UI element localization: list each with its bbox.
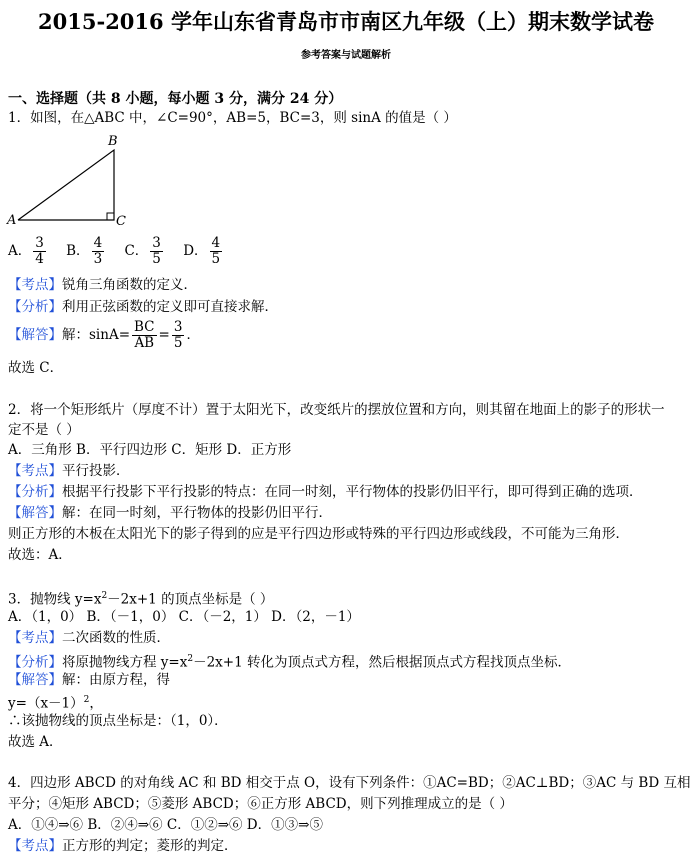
q2-stem-line2: 定不是（ ） [8, 422, 80, 438]
q2-kaodian: 【考点】平行投影． [8, 463, 130, 479]
q4-options: A．①④⇒⑥ B．②④⇒⑥ C．①②⇒⑥ D．①③⇒⑤ [8, 817, 323, 833]
q2-stem-line1: 2．将一个矩形纸片（厚度不计）置于太阳光下，改变纸片的摆放位置和方向，则其留在地面上的影子的形状一 [8, 402, 665, 418]
q2-jieda: 【解答】解：在同一时刻，平行物体的投影仍旧平行． [8, 505, 332, 521]
q1-option-c: C． $\frac{3}{5}$ [124, 235, 161, 267]
q3-fenxi: 【分析】将原抛物线方程 $y=x^2-2x+1$ 转化为顶点式方程，然后根据顶点式方程找顶点坐标． [8, 654, 571, 671]
q2-extra: 则正方形的木板在太阳光下的影子得到的应是平行四边形或特殊的平行四边形或线段，不可能为三角形． [8, 526, 629, 542]
q1-option-b: B． $\frac{4}{3}$ [66, 235, 103, 267]
q1-triangle-figure [6, 128, 136, 228]
q1-option-d: D． $\frac{4}{5}$ [183, 235, 221, 267]
q4-stem-line2: 平分；④矩形 ABCD；⑤菱形 ABCD；⑥正方形 ABCD，则下列推理成立的是（ ） [8, 796, 513, 812]
q3-answer: 故选 A． [8, 734, 63, 750]
q3-options: A．（1，0） B．（－1，0） C．（－2，1） D．（2，－1） [8, 609, 360, 625]
q3-kaodian: 【考点】二次函数的性质． [8, 630, 170, 646]
vertex-c-label: C [116, 214, 126, 228]
q2-answer: 故选：A． [8, 547, 72, 563]
q3-stem: 3．抛物线 $y=x^2-2x+1$ 的顶点坐标是（ ） [8, 591, 274, 608]
q3-formula: $y=(x-1)^2$， [8, 695, 103, 712]
q2-fenxi: 【分析】根据平行投影下平行投影的特点：在同一时刻，平行物体的投影仍旧平行，即可得到正确的选项． [8, 484, 643, 500]
q4-stem-line1: 4．四边形 ABCD 的对角线 AC 和 BD 相交于点 O，设有下列条件：①AC=BD；②AC⊥BD；③AC 与 BD 互相 [8, 775, 691, 791]
q1-option-a: A． $\frac{3}{4}$ [8, 235, 44, 267]
q1-answer: 故选 C． [8, 360, 64, 376]
triangle-outline [18, 150, 114, 220]
section-heading: 一、选择题（共 8 小题，每小题 3 分，满分 24 分） [8, 91, 343, 107]
vertex-a-label: A [7, 213, 17, 228]
q3-jieda: 【解答】解：由原方程，得 [8, 672, 170, 688]
right-angle-mark [107, 213, 114, 220]
q1-kaodian: 【考点】锐角三角函数的定义． [8, 277, 197, 293]
q1-fenxi: 【分析】利用正弦函数的定义即可直接求解． [8, 299, 278, 315]
q4-kaodian: 【考点】正方形的判定；菱形的判定． [8, 838, 238, 854]
page-subtitle: 参考答案与试题解析 [301, 50, 391, 61]
page-title: 2015-2016 学年山东省青岛市市南区九年级（上）期末数学试卷 [38, 9, 654, 34]
q1-stem: 1．如图，在△ABC 中，∠C=90°，AB=5，BC=3，则 sinA 的值是（ ） [8, 110, 457, 126]
vertex-b-label: B [108, 134, 118, 149]
q2-options: A．三角形 B．平行四边形 C．矩形 D．正方形 [8, 442, 292, 458]
q1-options [8, 236, 238, 267]
q3-conclusion: ∴该抛物线的顶点坐标是：（1，0）． [8, 713, 228, 729]
q1-jieda: 【解答】解：sinA= $\frac{BC}{AB}$ = $\frac{3}{5}$ ． [8, 319, 200, 351]
